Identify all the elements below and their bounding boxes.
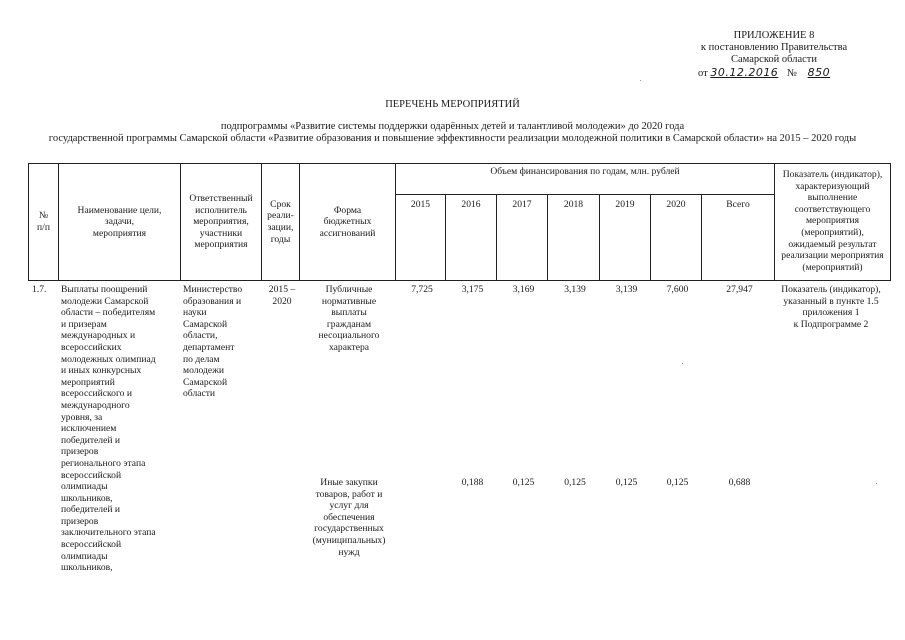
value-2018: 0,125 [564, 477, 586, 488]
number-prefix: № [786, 68, 797, 79]
document-subtitle-2: государственной программы Самарской области «Развитие образования и повышение эффективности реализации молодежной политики в Самарской области» на 2015 – 2020 годы [48, 133, 857, 144]
value-2019: 0,125 [615, 477, 638, 488]
header-year: 2020 [651, 195, 702, 281]
row-number: 1.7. [32, 284, 47, 295]
value-2018: 3,139 [564, 284, 586, 295]
header-year: 2017 [497, 195, 548, 281]
header-responsible: Ответственный исполнитель мероприятия, участники мероприятия [181, 164, 262, 281]
value-2016: 0,188 [461, 477, 484, 488]
date-prefix: от [698, 68, 708, 79]
value-2020: 7,600 [666, 284, 689, 295]
value-total: 27,947 [726, 284, 753, 295]
handwritten-number: 850 [807, 66, 831, 79]
header-year: 2019 [600, 195, 651, 281]
value-2017: 3,169 [512, 284, 535, 295]
annex-date-line [698, 67, 880, 80]
row-indicator: Показатель (индикатор), указанный в пункте 1.5 приложения 1 к Подпрограмме 2 [781, 284, 881, 330]
scan-speck [682, 363, 683, 364]
scan-speck [876, 483, 877, 484]
header-num: № п/п [29, 164, 59, 281]
document-subtitle-1: подпрограммы «Развитие системы поддержки одарённых детей и талантливой молодежи» до 2020 года [220, 121, 685, 132]
value-2020: 0,125 [666, 477, 689, 488]
annex-title: ПРИЛОЖЕНИЕ 8 [733, 30, 815, 41]
handwritten-date: 30.12.2016 [710, 66, 779, 79]
row-responsible: Министерство образования и науки Самарской области, департамент по делам молодежи Самарской области [183, 284, 243, 400]
annex-resolution-line: к постановлению Правительства [700, 42, 848, 53]
value-2015: 7,725 [411, 284, 433, 295]
header-term: Срок реали- зации, годы [262, 164, 300, 281]
row-term: 2015 – 2020 [268, 284, 296, 307]
header-year: 2018 [548, 195, 600, 281]
header-financing: Объем финансирования по годам, млн. рублей [396, 164, 775, 195]
annex-region-line: Самарской области [731, 54, 817, 65]
scan-speck [640, 80, 641, 81]
header-year: 2015 [396, 195, 446, 281]
row-form-public-payments: Публичные нормативные выплаты гражданам несоциального характера [318, 284, 380, 353]
header-indicator: Показатель (индикатор), характеризующий выполнение соответствующего мероприятия (мероприятий), ожидаемый результат реализации мероприятия (мероприятий) [775, 164, 891, 281]
annex-block [668, 30, 880, 80]
activities-table [28, 163, 891, 281]
value-2016: 3,175 [461, 284, 484, 295]
value-2017: 0,125 [512, 477, 535, 488]
header-total: Всего [702, 195, 775, 281]
value-2019: 3,139 [615, 284, 638, 295]
header-year: 2016 [446, 195, 497, 281]
document-title: ПЕРЕЧЕНЬ МЕРОПРИЯТИЙ [385, 99, 520, 110]
header-name: Наименование цели, задачи, мероприятия [59, 164, 181, 281]
row-activity-name: Выплаты поощрений молодежи Самарской области – победителям и призерам международных и всероссийских молодежных олимпиад и иных конкурсных мероприятий всероссийского и международного уровня, за исключением победителей и призеров регионального этапа всероссийской олимпиады школьников, победителей и призеров заключительного этапа всероссийской олимпиады школьников, [61, 284, 156, 574]
value-total: 0,688 [728, 477, 751, 488]
header-form: Форма бюджетных ассигнований [300, 164, 396, 281]
row-form-procurement: Иные закупки товаров, работ и услуг для обеспечения государственных (муниципальных) нужд [312, 477, 386, 558]
